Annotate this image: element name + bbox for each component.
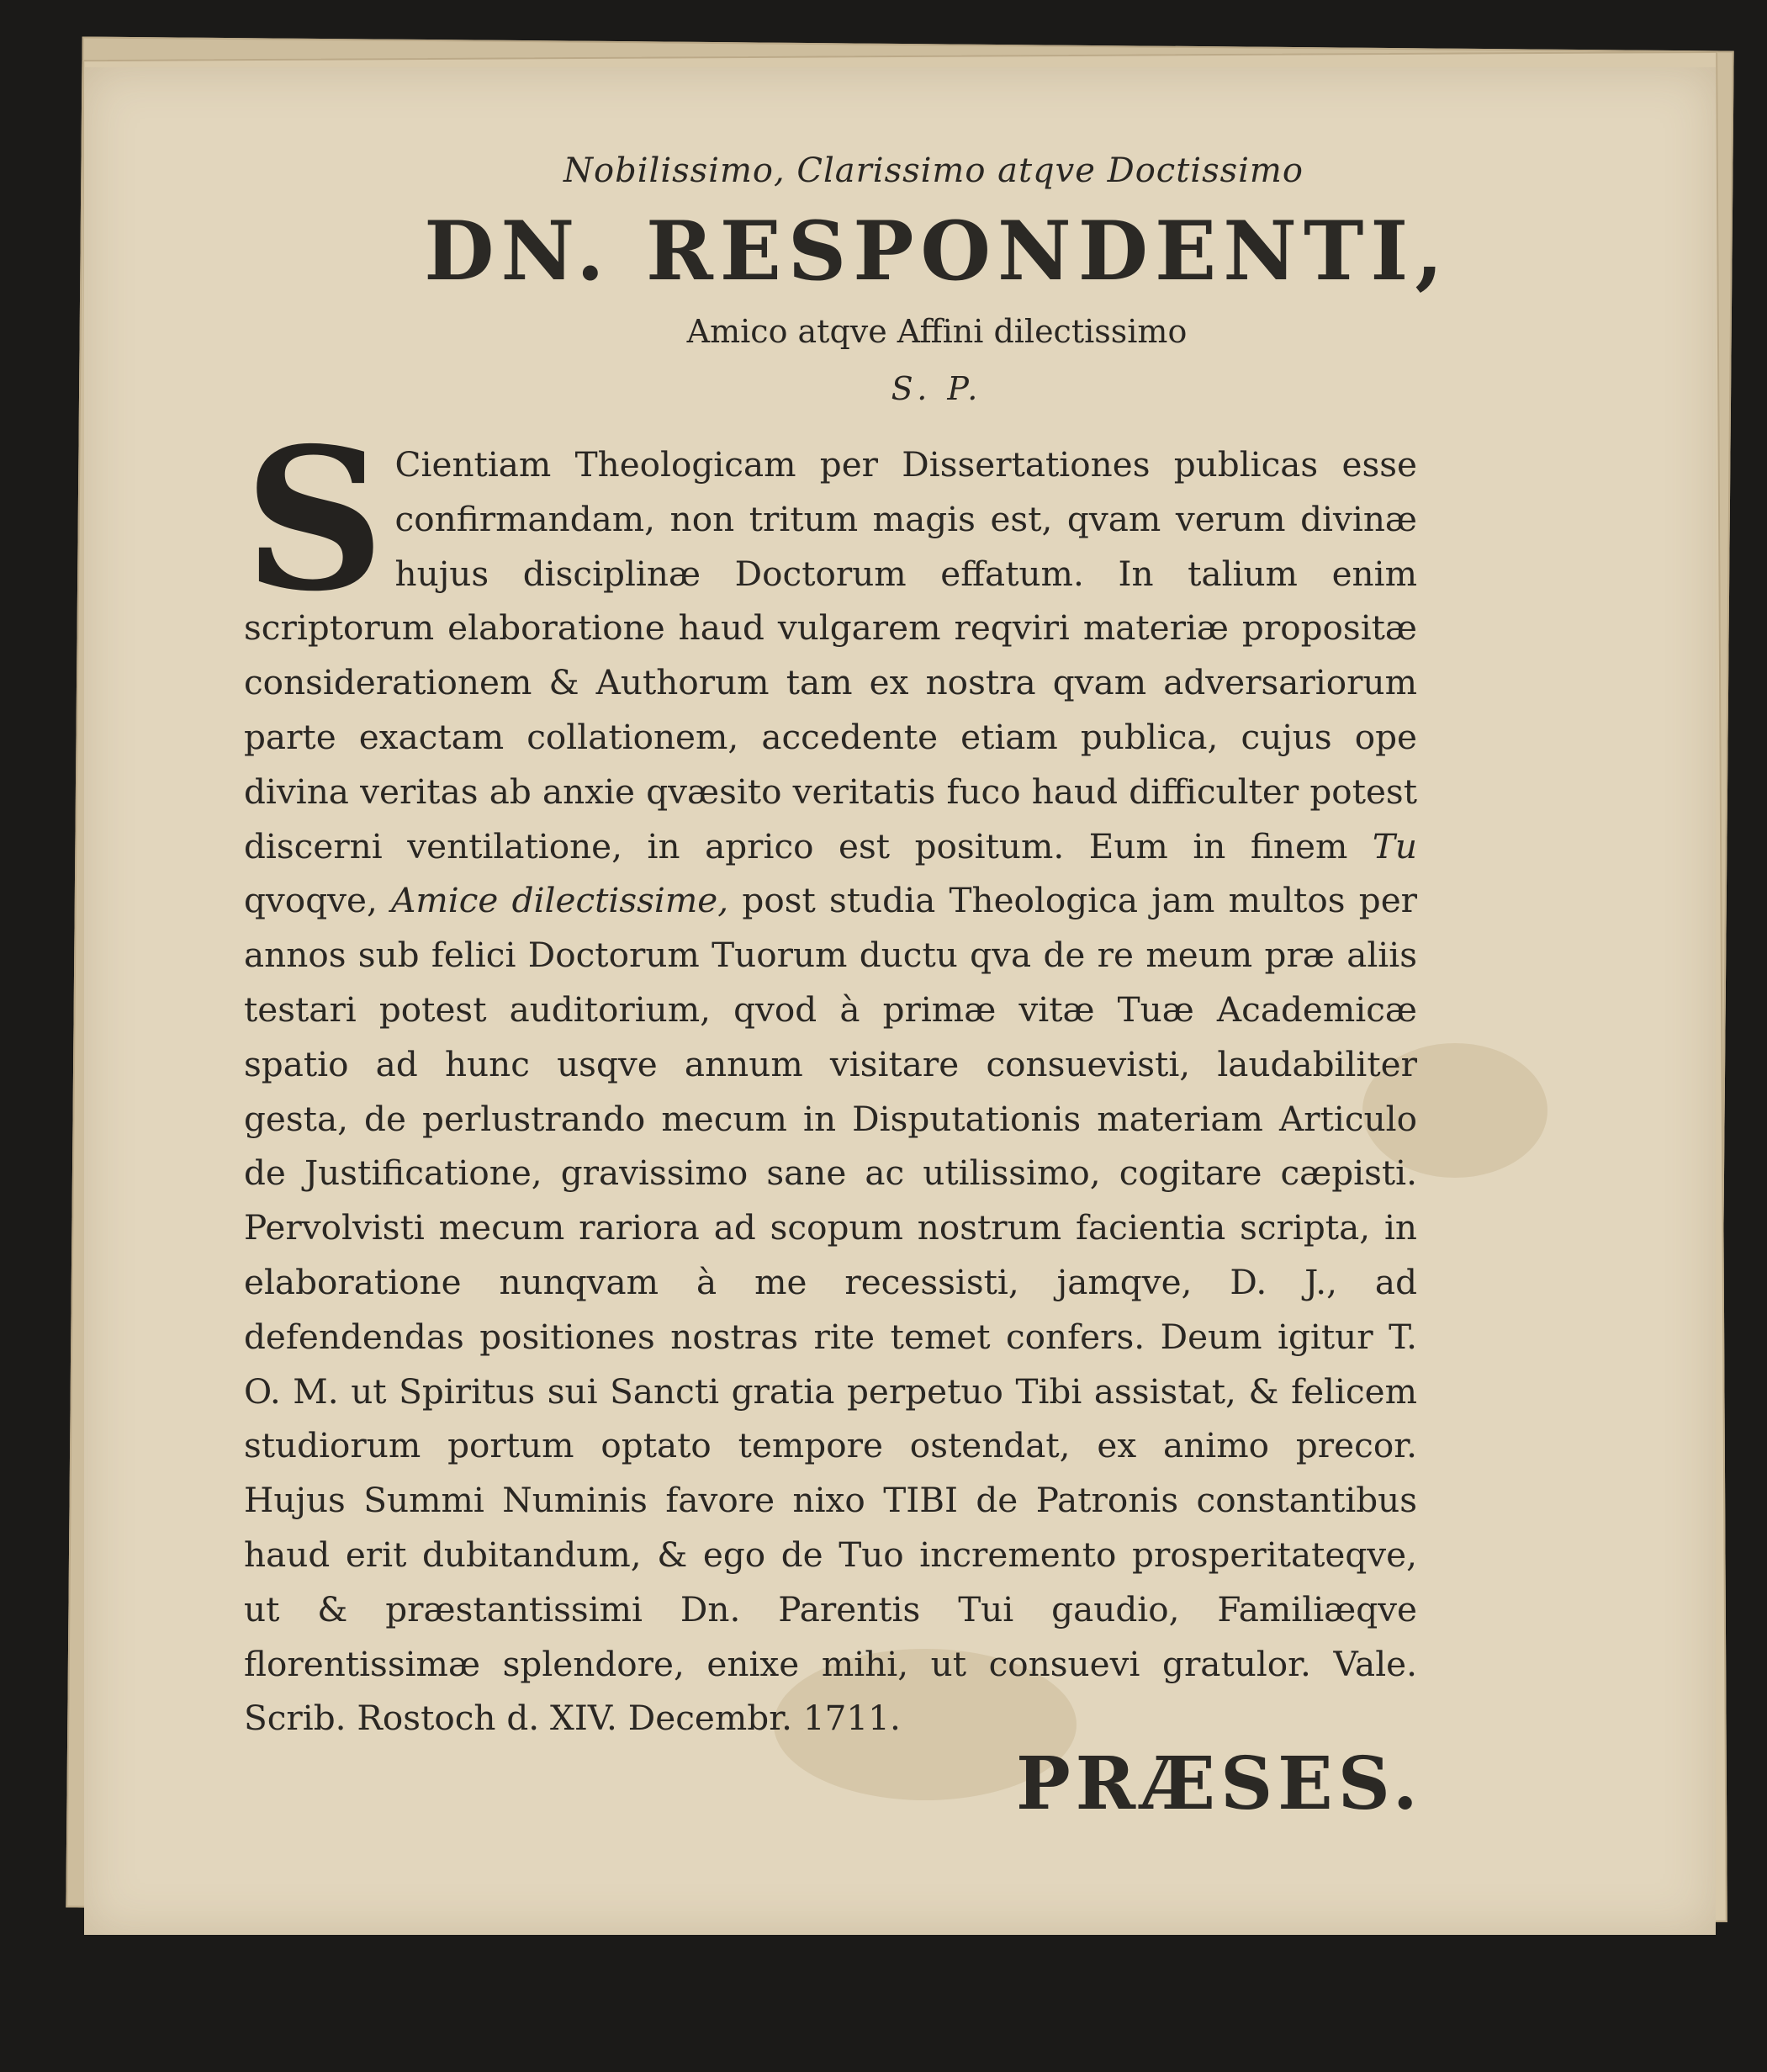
friend-line: Amico atqve Affini dilectissimo (686, 313, 1188, 350)
inline-italic-tu: Tu (1372, 825, 1417, 866)
letter-body (244, 405, 1418, 1746)
body-text-part-1: Cientiam Theologicam per Dissertationes publicas esse confirmandam, non tritum magis est, qvam verum divinæ hujus disciplinæ Doctorum effatum. In talium enim scriptorum elaboratione haud vulgarem reqviri materiæ propositæ considerationem & Authorum tam ex nostra qvam adversariorum parte exactam collationem, accedente etiam publica, cujus ope divina veritas ab anxie qvæsito veritatis fuco haud difficulter potest discerni ventilatione, in aprico est positum. Eum in finem (244, 444, 1417, 866)
inline-italic-amice: Amice dilectissime, (391, 880, 729, 921)
dedication-line: Nobilissimo, Clarissimo atqve Doctissimo (563, 151, 1304, 190)
document-page (84, 67, 1716, 1935)
signature-praeses: PRÆSES. (1016, 1741, 1423, 1826)
respondent-heading: DN. RESPONDENTI, (424, 204, 1450, 299)
body-text-part-3: post studia Theologica jam multos per annos sub felici Doctorum Tuorum ductu qva de re meum præ aliis testari potest auditorium, qvod à primæ vitæ Tuæ Academicæ spatio ad hunc usqve annum visitare consuevisti, laudabiliter gesta, de perlustrando mecum in Disputationis materiam Articulo de Justificatione, gravissimo sane ac utilissimo, cogitare cæpisti. Pervolvisti mecum rariora ad scopum nostrum facientia scripta, in elaboratione nunqvam à me recessisti, jamqve, D. J., ad defendendas positiones nostras rite temet confers. Deum igitur T. O. M. ut Spiritus sui Sancti gratia perpetuo Tibi assistat, & felicem studiorum portum optato tempore ostendat, ex animo precor. Hujus Summi Numinis favore nixo TIBI de Patronis constantibus haud erit dubitandum, & ego de Tuo incremento prosperitateqve, ut & præstantissimi Dn. Parentis Tui gaudio, Familiæqve florentissimæ splendore, enixe mihi, ut consuevi gratulor. Vale. Scrib. Rostoch d. XIV. Decembr. 1711. (244, 880, 1418, 1739)
salutation: S. P. (891, 370, 983, 407)
body-text-part-2: qvoqve, (244, 880, 378, 921)
drop-cap: S (244, 405, 385, 634)
